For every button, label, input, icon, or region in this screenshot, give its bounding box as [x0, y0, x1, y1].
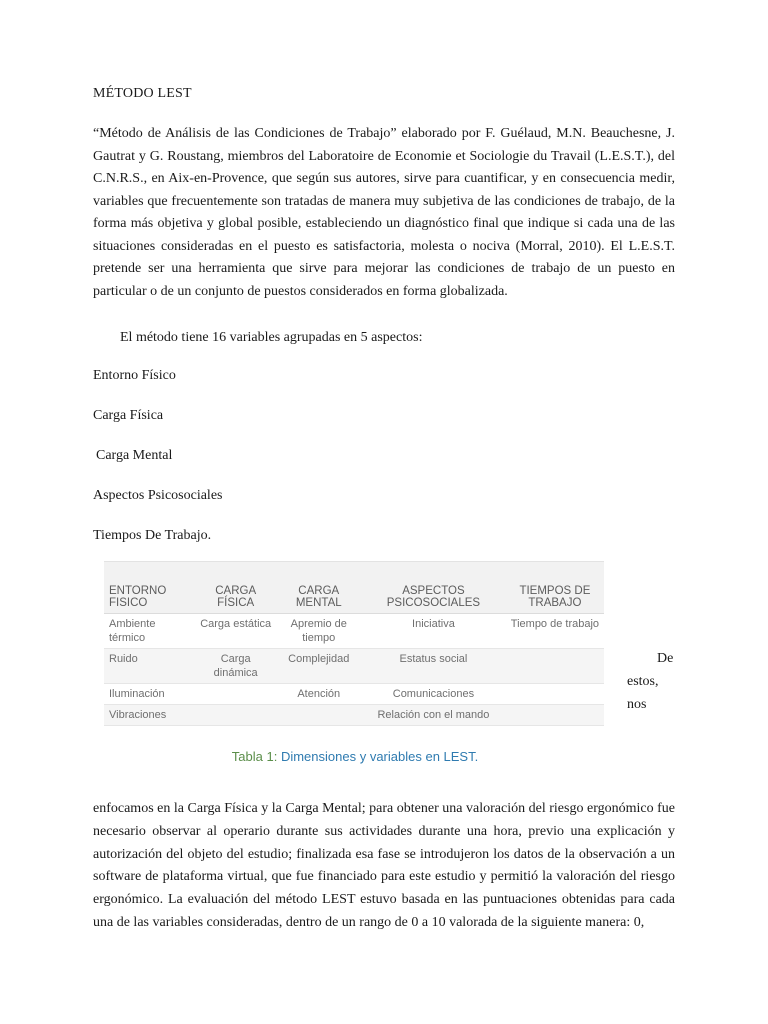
continuation-paragraph: enfocamos en la Carga Física y la Carga Mental; para obtener una valoración del riesgo ergonómico fue necesario observar al operario durante sus actividades durante una hora, previo una explicación y autorización del objeto del estudio; finalizada esa fase se introdujeron los datos de la observación a un software de plataforma virtual, que fue financiado para este estudio y permitió la valoración del riesgo ergonómico. La evaluación del método LEST estuvo basada en las puntuaciones obtenidas para cada una de las variables consideradas, dentro de un rango de 0 a 10 valorada de la siguiente manera: 0,: [93, 801, 675, 930]
header-line: TRABAJO: [528, 597, 582, 609]
table-row: [104, 684, 604, 705]
cell-line: Carga estática: [200, 618, 272, 630]
table-cell: [104, 684, 195, 705]
table-row: [104, 614, 604, 649]
header-entorno-fisico: [104, 562, 195, 614]
header-carga-mental: [277, 562, 362, 614]
cell-line: Relación con el mando: [377, 709, 490, 721]
page-title: MÉTODO LEST: [93, 86, 192, 101]
aspects-summary-line: El método tiene 16 variables agrupadas en 5 aspectos:: [120, 330, 423, 345]
table-cell: [361, 705, 506, 726]
header-line: ASPECTOS: [402, 585, 465, 597]
table-cell: [506, 705, 604, 726]
header-carga-fisica: [195, 562, 277, 614]
cell-line: dinámica: [213, 667, 258, 679]
table-cell: [104, 614, 195, 649]
table-cell: [361, 684, 506, 705]
cell-line: tiempo: [302, 632, 336, 644]
cell-line: Vibraciones: [109, 709, 167, 721]
cell-line: Estatus social: [399, 653, 468, 665]
cell-line: Apremio de: [290, 618, 347, 630]
aspect-item-aspectos-psicosociales: Aspectos Psicosociales: [93, 488, 223, 503]
cell-line: Complejidad: [288, 653, 350, 665]
table-cell: [277, 705, 362, 726]
table-cell: [361, 614, 506, 649]
table-cell: [195, 705, 277, 726]
table-cell: [277, 614, 362, 649]
intro-paragraph: “Método de Análisis de las Condiciones de Trabajo” elaborado por F. Guélaud, M.N. Beauchesne, J. Gautrat y G. Roustang, miembros del Laboratoire de Economie et Sociologie du Travail (L.E.S.T.), del C.N.R.S., en Aix-en-Provence, que según sus autores, sirve para cuantificar, y en consecuencia medir, variables que frecuentemente son tratadas de manera muy subjetiva de las condiciones de trabajo, de la forma más objetiva y global posible, estableciendo un diagnóstico final que indique si cada una de las situaciones consideradas en el puesto es satisfactoria, molesta o nociva (Morral, 2010). El L.E.S.T. pretende ser una herramienta que sirve para mejorar las condiciones de trabajo de un puesto en particular o de un conjunto de puestos considerados en forma globalizada.: [93, 126, 675, 299]
aspect-item-tiempos-de-trabajo: Tiempos De Trabajo.: [93, 528, 212, 543]
table-cell: [104, 649, 195, 684]
cell-line: Ruido: [109, 653, 138, 665]
table-cell: [277, 684, 362, 705]
header-line: ENTORNO: [109, 585, 167, 597]
table-cell: [361, 649, 506, 684]
cell-line: Carga: [220, 653, 251, 665]
cell-line: Iluminación: [109, 688, 165, 700]
header-line: CARGA FÍSICA: [215, 585, 257, 609]
cell-line: Comunicaciones: [392, 688, 475, 700]
table-header-row: [104, 562, 604, 614]
table-cell: [277, 649, 362, 684]
cell-line: Ambiente: [109, 618, 156, 630]
table-caption: [90, 749, 620, 764]
wrapped-text-fragment: nos: [627, 697, 647, 712]
table-row: [104, 649, 604, 684]
table-cell: [506, 614, 604, 649]
cell-line: Atención: [297, 688, 341, 700]
cell-line: Tiempo de trabajo: [510, 618, 600, 630]
table-cell: [104, 705, 195, 726]
cell-line: Iniciativa: [412, 618, 455, 630]
aspect-item-entorno-fisico: Entorno Físico: [93, 368, 176, 383]
cell-line: térmico: [109, 632, 146, 644]
wrapped-text-fragment: De: [657, 651, 674, 666]
aspect-item-carga-fisica: Carga Física: [93, 408, 164, 423]
table-cell: [506, 649, 604, 684]
header-line: FISICO: [109, 597, 148, 609]
lest-variables-table: [104, 561, 604, 726]
table-cell: [195, 649, 277, 684]
aspect-item-carga-mental: Carga Mental: [96, 448, 173, 463]
table-row: [104, 705, 604, 726]
wrapped-text-fragment: estos,: [627, 674, 659, 689]
table-cell: [195, 614, 277, 649]
caption-text: Dimensiones y variables en LEST.: [280, 749, 479, 764]
table-cell: [195, 684, 277, 705]
header-line: PSICOSOCIALES: [386, 597, 481, 609]
table-cell: [506, 684, 604, 705]
header-line: TIEMPOS DE: [519, 585, 591, 597]
header-aspectos-psicosociales: [361, 562, 506, 614]
header-line: CARGA MENTAL: [295, 585, 342, 609]
table-figure: [90, 560, 620, 778]
header-tiempos-de-trabajo: [506, 562, 604, 614]
caption-label: Tabla 1:: [231, 749, 278, 764]
